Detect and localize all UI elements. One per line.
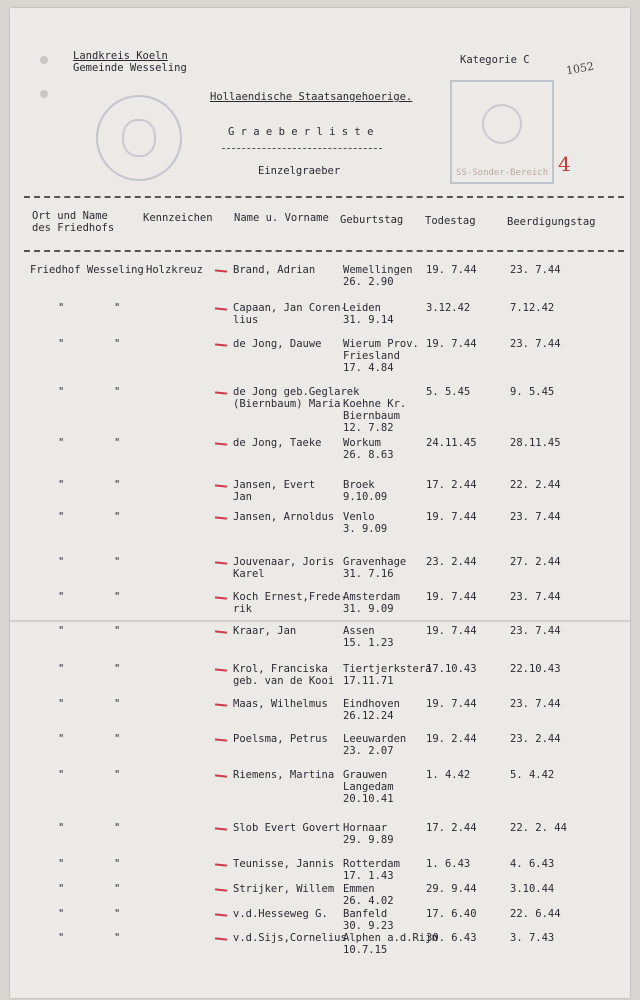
birth-cell-line2: 9.10.09 xyxy=(343,491,388,503)
cemetery-cell: " xyxy=(58,932,65,944)
name-cell: de Jong, Dauwe xyxy=(233,338,322,350)
cemetery-cell: " xyxy=(58,822,65,834)
name-cell: v.d.Hesseweg G. xyxy=(233,908,328,920)
birth-cell-line2: 31. 9.14 xyxy=(343,314,394,326)
red-check-mark xyxy=(215,343,227,346)
cemetery-cell: " xyxy=(58,511,65,523)
red-check-mark xyxy=(215,516,227,519)
birth-cell: Amsterdam xyxy=(343,591,400,603)
red-check-mark xyxy=(215,442,227,445)
name-cell: v.d.Sijs,Cornelius xyxy=(233,932,347,944)
cemetery-cell: Friedhof Wesseling xyxy=(30,264,144,276)
cemetery-cell: " xyxy=(58,338,65,350)
birth-cell: Leeuwarden xyxy=(343,733,407,745)
col-ort-line2: des Friedhofs xyxy=(32,222,115,234)
name-cell-line2: lius xyxy=(233,314,259,326)
birth-cell-line3: 20.10.41 xyxy=(343,793,394,805)
marker-cell: " xyxy=(114,663,121,675)
death-date-cell: 5. 5.45 xyxy=(426,386,471,398)
birth-cell: Grauwen xyxy=(343,769,388,781)
birth-cell: Hornaar xyxy=(343,822,388,834)
death-date-cell: 29. 9.44 xyxy=(426,883,477,895)
col-name: Name u. Vorname xyxy=(234,212,329,224)
birth-cell-line2: 17.11.71 xyxy=(343,675,394,687)
rectangular-stamp xyxy=(450,80,554,184)
burial-date-cell: 27. 2.44 xyxy=(510,556,561,568)
burial-date-cell: 9. 5.45 xyxy=(510,386,555,398)
burial-date-cell: 23. 7.44 xyxy=(510,698,561,710)
section-label: Einzelgraeber xyxy=(258,165,341,177)
birth-cell-line2: Langedam xyxy=(343,781,394,793)
category-label: Kategorie C xyxy=(460,54,530,66)
death-date-cell: 1. 6.43 xyxy=(426,858,471,870)
marker-cell: " xyxy=(114,302,121,314)
birth-cell: Alphen a.d.Rijn xyxy=(343,932,438,944)
red-check-mark xyxy=(215,888,227,891)
name-cell: Koch Ernest,Frede- xyxy=(233,591,347,603)
marker-cell: " xyxy=(114,479,121,491)
cemetery-cell: " xyxy=(58,908,65,920)
death-date-cell: 19. 7.44 xyxy=(426,264,477,276)
birth-cell-line2: 10.7.15 xyxy=(343,944,388,956)
name-cell: Maas, Wilhelmus xyxy=(233,698,328,710)
birth-cell: Eindhoven xyxy=(343,698,400,710)
burial-date-cell: 22.10.43 xyxy=(510,663,561,675)
red-check-mark xyxy=(215,774,227,777)
red-check-mark xyxy=(215,307,227,310)
red-check-mark xyxy=(215,738,227,741)
marker-cell: " xyxy=(114,338,121,350)
col-geburtstag: Geburtstag xyxy=(340,214,404,226)
col-beerdigungstag: Beerdigungstag xyxy=(507,216,596,228)
cemetery-cell: " xyxy=(58,386,65,398)
name-cell: Jansen, Arnoldus xyxy=(233,511,335,523)
death-date-cell: 24.11.45 xyxy=(426,437,477,449)
col-ort: Ort und Name xyxy=(32,210,108,222)
burial-date-cell: 5. 4.42 xyxy=(510,769,555,781)
birth-cell: Broek xyxy=(343,479,375,491)
cemetery-cell: " xyxy=(58,625,65,637)
name-cell: Brand, Adrian xyxy=(233,264,316,276)
name-cell-line2: rik xyxy=(233,603,252,615)
marker-cell: " xyxy=(114,908,121,920)
birth-cell: Emmen xyxy=(343,883,375,895)
red-handwritten-mark: 4 xyxy=(558,152,571,176)
punch-hole xyxy=(40,90,48,98)
name-cell: Strijker, Willem xyxy=(233,883,335,895)
name-cell: de Jong geb.Geglarek xyxy=(233,386,360,398)
municipality-label: Gemeinde Wesseling xyxy=(73,62,187,74)
birth-cell: Leiden xyxy=(343,302,381,314)
cemetery-cell: " xyxy=(58,663,65,675)
burial-date-cell: 28.11.45 xyxy=(510,437,561,449)
marker-cell: " xyxy=(114,883,121,895)
document-title: Hollaendische Staatsangehoerige. xyxy=(210,91,413,103)
burial-date-cell: 22. 2. 44 xyxy=(510,822,567,834)
death-date-cell: 17.10.43 xyxy=(426,663,477,675)
district-label: Landkreis Koeln xyxy=(73,50,168,62)
burial-date-cell: 23. 7.44 xyxy=(510,625,561,637)
header-bottom-rule xyxy=(24,250,624,252)
name-cell: Riemens, Martina xyxy=(233,769,335,781)
red-check-mark xyxy=(215,913,227,916)
name-cell: Jouvenaar, Joris xyxy=(233,556,335,568)
death-date-cell: 23. 2.44 xyxy=(426,556,477,568)
death-date-cell: 3.12.42 xyxy=(426,302,471,314)
birth-cell-line2: 26. 2.90 xyxy=(343,276,394,288)
birth-cell: Wierum Prov. xyxy=(343,338,419,350)
marker-cell: " xyxy=(114,858,121,870)
marker-cell: " xyxy=(114,822,121,834)
col-todestag: Todestag xyxy=(425,215,476,227)
death-date-cell: 19. 7.44 xyxy=(426,338,477,350)
cemetery-cell: " xyxy=(58,302,65,314)
name-cell-line2: (Biernbaum) Maria xyxy=(233,398,341,410)
death-date-cell: 17. 6.40 xyxy=(426,908,477,920)
burial-date-cell: 3. 7.43 xyxy=(510,932,555,944)
death-date-cell: 19. 7.44 xyxy=(426,625,477,637)
name-cell: Kraar, Jan xyxy=(233,625,297,637)
birth-cell-line3: 17. 4.84 xyxy=(343,362,394,374)
cemetery-cell: " xyxy=(58,733,65,745)
burial-date-cell: 23. 7.44 xyxy=(510,338,561,350)
red-check-mark xyxy=(215,561,227,564)
birth-cell-line2: 23. 2.07 xyxy=(343,745,394,757)
name-cell-line2: Jan xyxy=(233,491,252,503)
marker-cell: Holzkreuz xyxy=(146,264,203,276)
burial-date-cell: 4. 6.43 xyxy=(510,858,555,870)
burial-date-cell: 22. 6.44 xyxy=(510,908,561,920)
birth-cell: Tiertjerkstera xyxy=(343,663,432,675)
document-subtitle: G r a e b e r l i s t e xyxy=(228,126,374,138)
name-cell: Capaan, Jan Coren- xyxy=(233,302,347,314)
name-cell: Jansen, Evert xyxy=(233,479,316,491)
birth-cell: Wemellingen xyxy=(343,264,413,276)
stamp-text: SS-Sonder-Bereich xyxy=(456,168,549,178)
red-check-mark xyxy=(215,863,227,866)
document-page xyxy=(10,8,630,998)
burial-date-cell: 3.10.44 xyxy=(510,883,555,895)
birth-cell-line4: 12. 7.82 xyxy=(343,422,394,434)
red-check-mark xyxy=(215,703,227,706)
fold-line xyxy=(10,620,630,622)
cemetery-cell: " xyxy=(58,556,65,568)
red-check-mark xyxy=(215,668,227,671)
name-cell: de Jong, Taeke xyxy=(233,437,322,449)
marker-cell: " xyxy=(114,733,121,745)
death-date-cell: 17. 2.44 xyxy=(426,479,477,491)
col-kennzeichen: Kennzeichen xyxy=(143,212,213,224)
folio-number: 1052 xyxy=(565,59,595,78)
birth-cell-line2: 29. 9.89 xyxy=(343,834,394,846)
death-date-cell: 1. 4.42 xyxy=(426,769,471,781)
red-check-mark xyxy=(215,484,227,487)
red-check-mark xyxy=(215,269,227,272)
burial-date-cell: 22. 2.44 xyxy=(510,479,561,491)
death-date-cell: 19. 7.44 xyxy=(426,698,477,710)
birth-cell-line2: 17. 1.43 xyxy=(343,870,394,882)
marker-cell: " xyxy=(114,932,121,944)
birth-cell: Rotterdam xyxy=(343,858,400,870)
birth-cell-line2: 30. 9.23 xyxy=(343,920,394,932)
marker-cell: " xyxy=(114,556,121,568)
burial-date-cell: 7.12.42 xyxy=(510,302,555,314)
birth-cell-line2: Friesland xyxy=(343,350,400,362)
name-cell: Krol, Franciska xyxy=(233,663,328,675)
red-check-mark xyxy=(215,630,227,633)
cemetery-cell: " xyxy=(58,479,65,491)
marker-cell: " xyxy=(114,625,121,637)
cemetery-cell: " xyxy=(58,591,65,603)
birth-cell: Workum xyxy=(343,437,381,449)
death-date-cell: 30. 6.43 xyxy=(426,932,477,944)
birth-cell-line2: Koehne Kr. xyxy=(343,398,407,410)
birth-cell-line2: 31. 7.16 xyxy=(343,568,394,580)
name-cell-line2: geb. van de Kooi xyxy=(233,675,335,687)
cemetery-cell: " xyxy=(58,698,65,710)
marker-cell: " xyxy=(114,511,121,523)
cemetery-cell: " xyxy=(58,883,65,895)
name-cell: Poelsma, Petrus xyxy=(233,733,328,745)
red-check-mark xyxy=(215,391,227,394)
burial-date-cell: 23. 2.44 xyxy=(510,733,561,745)
cemetery-cell: " xyxy=(58,858,65,870)
cemetery-cell: " xyxy=(58,769,65,781)
burial-date-cell: 23. 7.44 xyxy=(510,511,561,523)
name-cell: Teunisse, Jannis xyxy=(233,858,335,870)
marker-cell: " xyxy=(114,437,121,449)
cemetery-cell: " xyxy=(58,437,65,449)
punch-hole xyxy=(40,56,48,64)
subtitle-underline xyxy=(222,148,382,149)
birth-cell-line2: 26. 4.02 xyxy=(343,895,394,907)
birth-cell-line2: 15. 1.23 xyxy=(343,637,394,649)
death-date-cell: 19. 7.44 xyxy=(426,511,477,523)
burial-date-cell: 23. 7.44 xyxy=(510,591,561,603)
birth-cell-line2: 3. 9.09 xyxy=(343,523,388,535)
red-check-mark xyxy=(215,596,227,599)
birth-cell-line3: Biernbaum xyxy=(343,410,400,422)
burial-date-cell: 23. 7.44 xyxy=(510,264,561,276)
birth-cell-line2: 26. 8.63 xyxy=(343,449,394,461)
table-top-rule xyxy=(24,196,624,198)
birth-cell: Banfeld xyxy=(343,908,388,920)
round-stamp xyxy=(96,95,182,181)
name-cell: Slob Evert Govert xyxy=(233,822,341,834)
death-date-cell: 17. 2.44 xyxy=(426,822,477,834)
birth-cell-line2: 31. 9.09 xyxy=(343,603,394,615)
marker-cell: " xyxy=(114,698,121,710)
red-check-mark xyxy=(215,937,227,940)
death-date-cell: 19. 2.44 xyxy=(426,733,477,745)
birth-cell: Gravenhage xyxy=(343,556,407,568)
birth-cell: Venlo xyxy=(343,511,375,523)
red-check-mark xyxy=(215,827,227,830)
birth-cell: Assen xyxy=(343,625,375,637)
name-cell-line2: Karel xyxy=(233,568,265,580)
marker-cell: " xyxy=(114,591,121,603)
birth-cell-line2: 26.12.24 xyxy=(343,710,394,722)
death-date-cell: 19. 7.44 xyxy=(426,591,477,603)
marker-cell: " xyxy=(114,386,121,398)
marker-cell: " xyxy=(114,769,121,781)
